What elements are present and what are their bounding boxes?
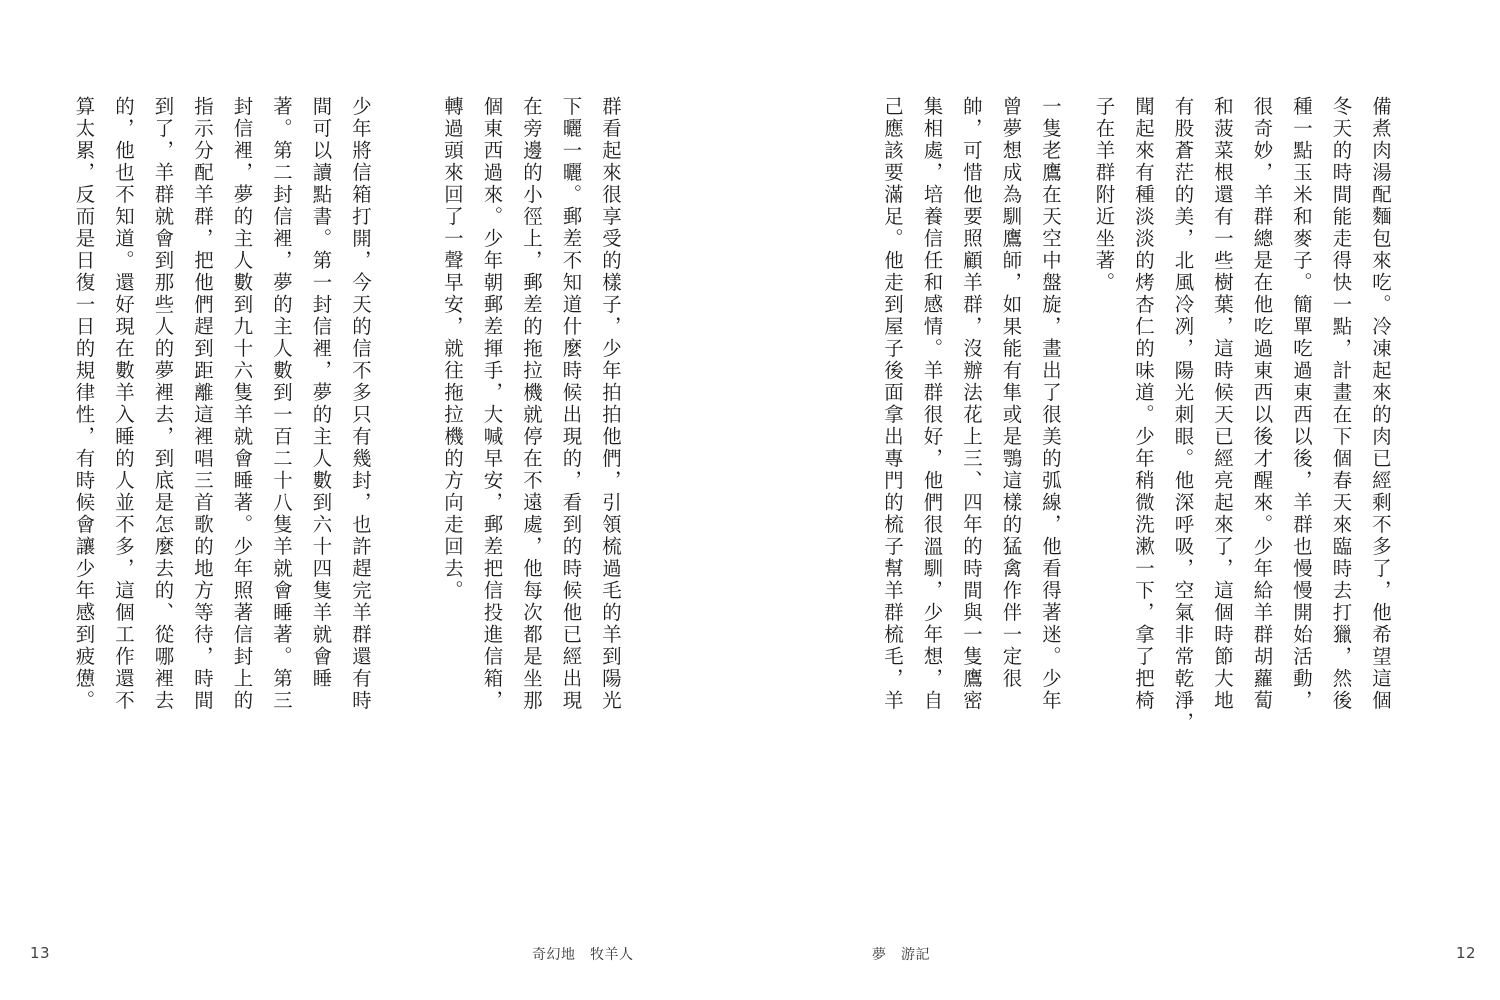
text-column: 子在羊群附近坐著。: [1092, 96, 1116, 294]
text-column: 種一點玉米和麥子。簡單吃過東西以後，羊群也慢慢開始活動，: [1290, 96, 1313, 712]
text-column: 備煮肉湯配麵包來吃。冷凍起來的肉已經剩不多了，他希望這個: [1369, 96, 1392, 712]
page-number: 13: [30, 944, 51, 962]
text-column: 間可以讀點書。第一封信裡，夢的主人數到六十四隻羊就會睡: [309, 96, 333, 690]
text-column: 聞起來有種淡淡的烤杏仁的味道。少年稍微洗漱一下，拿了把椅: [1132, 96, 1155, 712]
running-title: 奇幻地 牧羊人: [532, 947, 634, 963]
text-column: 在旁邊的小徑上，郵差的拖拉機就停在不遠處，他每次都是坐那: [520, 96, 543, 712]
left-page-paragraph-1: [433, 96, 631, 712]
text-column: 己應該要滿足。他走到屋子後面拿出專門的梳子幫羊群梳毛，羊: [881, 96, 904, 712]
text-column: 轉過頭來回了一聲早安，就往拖拉機的方向走回去。: [441, 96, 464, 602]
text-column: 算太累，反而是日復一日的規律性，有時候會讓少年感到疲憊。: [72, 96, 96, 712]
text-column: 一隻老鷹在天空中盤旋，畫出了很美的弧線，他看得著迷。少年: [1039, 96, 1062, 712]
running-title: 夢 游記: [872, 947, 930, 963]
text-column: 少年將信箱打開，今天的信不多只有幾封，也許趕完羊群還有時: [349, 96, 372, 712]
page-number: 12: [1456, 944, 1477, 962]
text-column: 著。第二封信裡，夢的主人數到一百二十八隻羊就會睡著。第三: [270, 96, 293, 712]
text-column: 群看起來很享受的樣子，少年拍拍他們，引領梳過毛的羊到陽光: [599, 96, 622, 712]
text-column: 曾夢想成為馴鷹師，如果能有隼或是鶚這樣的猛禽作伴一定很: [999, 96, 1023, 690]
text-column: 集相處，培養信任和感情。羊群很好，他們很溫馴，少年想，自: [920, 96, 944, 712]
text-column: 個東西過來。少年朝郵差揮手，大喊早安，郵差把信投進信箱，: [480, 96, 504, 712]
text-column: 到了，羊群就會到那些人的夢裡去，到底是怎麼去的、從哪裡去: [151, 96, 175, 712]
text-column: 帥，可惜他要照顧羊群，沒辦法花上三、四年的時間與一隻鷹密: [960, 96, 983, 712]
text-column: 有股蒼茫的美，北風冷冽，陽光刺眼。他深呼吸，空氣非常乾淨，: [1171, 96, 1195, 734]
text-column: 下曬一曬。郵差不知道什麼時候出現的，看到的時候他已經出現: [559, 96, 583, 712]
text-column: 指示分配羊群，把他們趕到距離這裡唱三首歌的地方等待，時間: [191, 96, 214, 712]
text-column: 冬天的時間能走得快一點，計畫在下個春天來臨時去打獵，然後: [1329, 96, 1353, 712]
right-page-paragraph-1: [1084, 96, 1400, 734]
text-column: 很奇妙，羊群總是在他吃過東西以後才醒來。少年給羊群胡蘿蔔: [1250, 96, 1274, 712]
text-column: 的，他也不知道。還好現在數羊入睡的人並不多，這個工作還不: [112, 96, 135, 712]
text-column: 封信裡，夢的主人數到九十六隻羊就會睡著。少年照著信封上的: [230, 96, 254, 712]
right-page-paragraph-2: [873, 96, 1071, 712]
left-page-paragraph-2: [64, 96, 380, 712]
text-column: 和菠菜根還有一些樹葉，這時候天已經亮起來了，這個時節大地: [1211, 96, 1234, 712]
right-page: [750, 0, 1500, 1000]
